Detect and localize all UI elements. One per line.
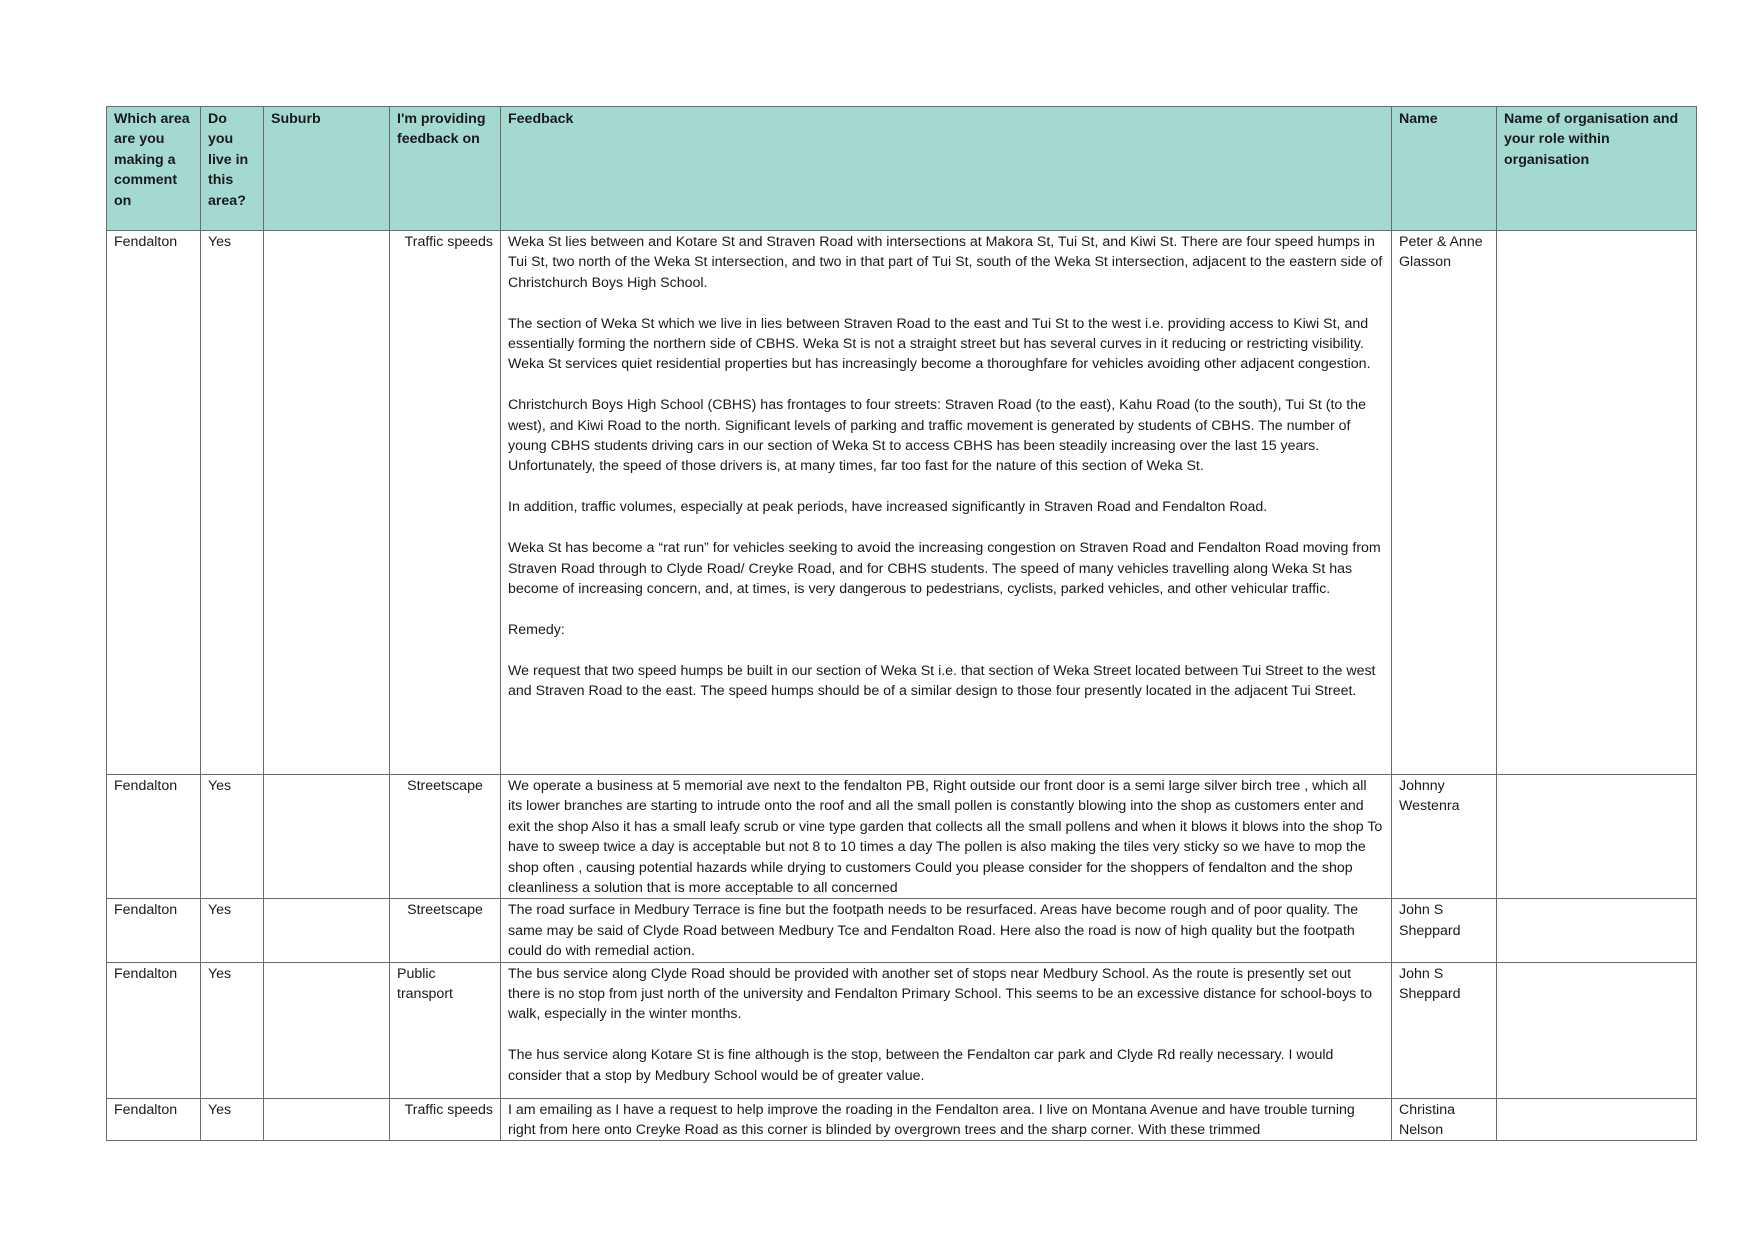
header-area: Which area are you making a comment on xyxy=(107,107,201,231)
cell-live: Yes xyxy=(201,899,264,962)
header-organisation: Name of organisation and your role within organisation xyxy=(1497,107,1697,231)
cell-providing: Streetscape xyxy=(390,899,501,962)
header-suburb: Suburb xyxy=(264,107,390,231)
cell-name: Peter & Anne Glasson xyxy=(1392,231,1497,775)
cell-providing: Traffic speeds xyxy=(390,231,501,775)
table-row xyxy=(107,962,1697,1098)
cell-feedback: Weka St lies between and Kotare St and Straven Road with intersections at Makora St, Tui St, and Kiwi St. There are four speed humps in Tui St, two north of the Weka St intersection, and two in that part of Tui St, south of the Weka St intersection, adjacent to the eastern side of Christchurch Boys High School. The section of Weka St which we live in lies between Straven Road to the east and Tui St to the west i.e. providing access to Kiwi St, and essentially forming the northern side of CBHS. Weka St is not a straight street but has several curves in it reducing or restricting visibility. Weka St services quiet residential properties but has increasingly become a thoroughfare for vehicles avoiding other adjacent congestion. Christchurch Boys High School (CBHS) has frontages to four streets: Straven Road (to the east), Kahu Road (to the south), Tui St (to the west), and Kiwi Road to the north. Significant levels of parking and traffic movement is generated by students of CBHS. The number of young CBHS students driving cars in our section of Weka St to access CBHS has been steadily increasing over the last 15 years. Unfortunately, the speed of those drivers is, at many times, far too fast for the nature of this section of Weka St. In addition, traffic volumes, especially at peak periods, have increased significantly in Straven Road and Fendalton Road. Weka St has become a “rat run” for vehicles seeking to avoid the increasing congestion on Straven Road and Fendalton Road moving from Straven Road through to Clyde Road/ Creyke Road, and for CBHS students. The speed of many vehicles travelling along Weka St has become of increasing concern, and, at times, is very dangerous to pedestrians, cyclists, parked vehicles, and other vehicular traffic. Remedy: We request that two speed humps be built in our section of Weka St i.e. that section of Weka Street located between Tui Street to the west and Straven Road to the east. The speed humps should be of a similar design to those four presently located in the adjacent Tui Street. xyxy=(501,231,1392,775)
cell-name: Johnny Westenra xyxy=(1392,775,1497,899)
cell-name: John S Sheppard xyxy=(1392,962,1497,1098)
cell-providing: Public transport xyxy=(390,962,501,1098)
cell-suburb xyxy=(264,231,390,775)
cell-organisation xyxy=(1497,962,1697,1098)
cell-feedback: The road surface in Medbury Terrace is fine but the footpath needs to be resurfaced. Areas have become rough and of poor quality. The same may be said of Clyde Road between Medbury Tce and Fendalton Road. Here also the road is now of high quality but the footpath could do with remedial action. xyxy=(501,899,1392,962)
cell-area: Fendalton xyxy=(107,962,201,1098)
table-header-row xyxy=(107,107,1697,231)
feedback-table xyxy=(106,106,1697,1141)
cell-area: Fendalton xyxy=(107,231,201,775)
table-row xyxy=(107,775,1697,899)
cell-name: Christina Nelson xyxy=(1392,1098,1497,1141)
table-row xyxy=(107,231,1697,775)
cell-area: Fendalton xyxy=(107,899,201,962)
cell-area: Fendalton xyxy=(107,1098,201,1141)
cell-organisation xyxy=(1497,775,1697,899)
cell-live: Yes xyxy=(201,775,264,899)
cell-area: Fendalton xyxy=(107,775,201,899)
cell-live: Yes xyxy=(201,231,264,775)
table-row xyxy=(107,1098,1697,1141)
cell-live: Yes xyxy=(201,1098,264,1141)
cell-suburb xyxy=(264,962,390,1098)
cell-suburb xyxy=(264,1098,390,1141)
cell-providing: Traffic speeds xyxy=(390,1098,501,1141)
cell-live: Yes xyxy=(201,962,264,1098)
cell-feedback: The bus service along Clyde Road should be provided with another set of stops near Medbury School. As the route is presently set out there is no stop from just north of the university and Fendalton Primary School. This seems to be an excessive distance for school-boys to walk, especially in the winter months. The hus service along Kotare St is fine although is the stop, between the Fendalton car park and Clyde Rd really necessary. I would consider that a stop by Medbury School would be of greater value. xyxy=(501,962,1392,1098)
header-name: Name xyxy=(1392,107,1497,231)
header-providing: I'm providing feedback on xyxy=(390,107,501,231)
cell-organisation xyxy=(1497,1098,1697,1141)
cell-name: John S Sheppard xyxy=(1392,899,1497,962)
cell-suburb xyxy=(264,775,390,899)
table-row xyxy=(107,899,1697,962)
cell-organisation xyxy=(1497,231,1697,775)
cell-organisation xyxy=(1497,899,1697,962)
header-feedback: Feedback xyxy=(501,107,1392,231)
cell-feedback: I am emailing as I have a request to help improve the roading in the Fendalton area. I live on Montana Avenue and have trouble turning right from here onto Creyke Road as this corner is blinded by overgrown trees and the sharp corner. With these trimmed xyxy=(501,1098,1392,1141)
cell-providing: Streetscape xyxy=(390,775,501,899)
cell-feedback: We operate a business at 5 memorial ave next to the fendalton PB, Right outside our front door is a semi large silver birch tree , which all its lower branches are starting to intrude onto the roof and all the small pollen is constantly blowing into the shop as customers enter and exit the shop Also it has a small leafy scrub or vine type garden that collects all the small pollens and when it blows it blows into the shop To have to sweep twice a day is acceptable but not 8 to 10 times a day The pollen is also making the tiles very sticky so we have to mop the shop often , causing potential hazards while drying to customers Could you please consider for the shoppers of fendalton and the shop cleanliness a solution that is more acceptable to all concerned xyxy=(501,775,1392,899)
cell-suburb xyxy=(264,899,390,962)
header-live: Do you live in this area? xyxy=(201,107,264,231)
